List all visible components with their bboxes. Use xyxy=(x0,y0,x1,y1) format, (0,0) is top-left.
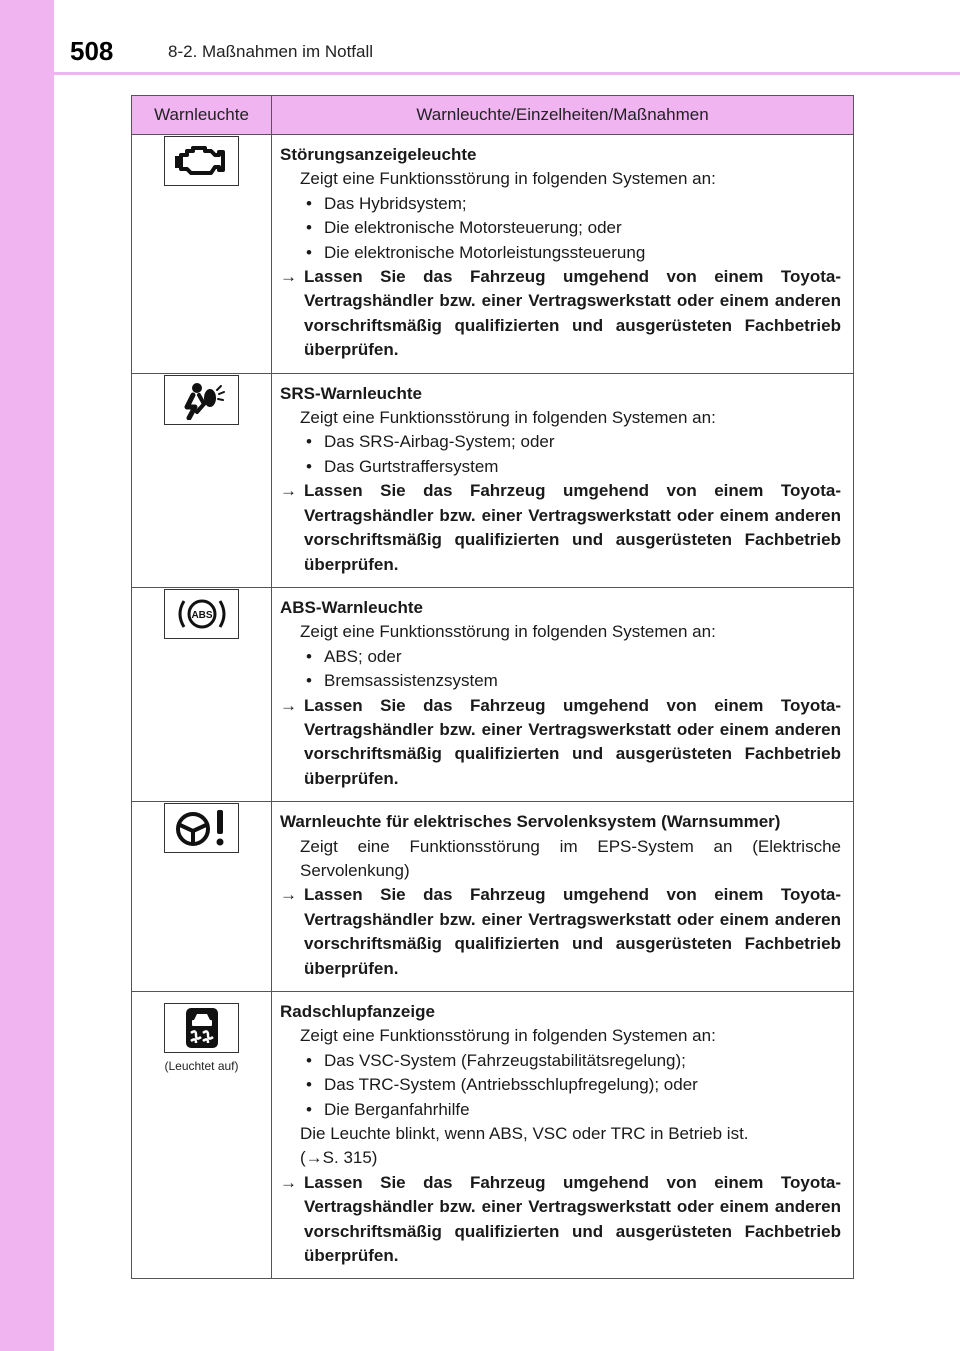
list-item: • Das Gurtstraffersystem xyxy=(280,455,841,479)
icon-cell xyxy=(132,802,272,992)
light-intro: Zeigt eine Funktionsstörung in folgenden Systemen an: xyxy=(300,169,716,189)
header-divider xyxy=(54,72,960,75)
list-item: • Das TRC-System (Antriebsschlupfregelung); oder xyxy=(280,1073,841,1097)
page-reference-link[interactable]: (→S. 315) xyxy=(300,1148,378,1168)
list-item: • Bremsassistenzsystem xyxy=(280,669,841,693)
description-cell xyxy=(272,802,854,992)
warning-icon-frame xyxy=(164,589,239,639)
column-header-warning-light: Warnleuchte xyxy=(132,96,272,135)
warning-icon-frame xyxy=(164,1003,239,1053)
light-title: Störungsanzeigeleuchte xyxy=(280,145,477,164)
light-intro: Zeigt eine Funktionsstörung in folgenden Systemen an: xyxy=(300,408,716,428)
table-header-row xyxy=(132,96,854,135)
list-item: • Das SRS-Airbag-System; oder xyxy=(280,430,841,454)
description-cell xyxy=(272,992,854,1279)
list-item: • Das Hybridsystem; xyxy=(280,192,841,216)
action-text: → Lassen Sie das Fahrzeug umgehend von einem Toyota-Vertragshändler bzw. einer Vertragswerkstatt oder einem anderen vorschriftsmäßig qualifizierten und ausgerüsteten Fachbetrieb überprüfen. xyxy=(280,267,841,360)
warning-icon-frame xyxy=(164,136,239,186)
table-row xyxy=(132,992,854,1279)
warning-icon-frame xyxy=(164,803,239,853)
light-title: ABS-Warnleuchte xyxy=(280,597,423,617)
icon-cell xyxy=(132,587,272,801)
arrow-icon: → xyxy=(280,885,297,905)
description-cell xyxy=(272,135,854,374)
table-row xyxy=(132,135,854,374)
list-item: • Die elektronische Motorleistungssteuerung xyxy=(280,241,841,265)
light-title: SRS-Warnleuchte xyxy=(280,383,423,403)
page-number: 508 xyxy=(70,36,114,66)
description-cell xyxy=(272,587,854,801)
icon-cell xyxy=(132,992,272,1279)
table-row xyxy=(132,587,854,801)
light-note: Die Leuchte blinkt, wenn ABS, VSC oder TRC in Betrieb ist. xyxy=(300,1124,749,1144)
arrow-icon: → xyxy=(280,1172,297,1192)
arrow-icon: → xyxy=(280,267,297,287)
side-color-strip xyxy=(0,0,54,1351)
arrow-icon: → xyxy=(280,695,297,715)
steering-warning-icon xyxy=(171,807,233,849)
action-text: → Lassen Sie das Fahrzeug umgehend von einem Toyota-Vertragshändler bzw. einer Vertragswerkstatt oder einem anderen vorschriftsmäßig qualifizierten und ausgerüsteten Fachbetrieb überprüfen. xyxy=(280,885,841,978)
list-item: • ABS; oder xyxy=(280,645,841,669)
slip-indicator-icon xyxy=(182,1006,222,1050)
page-header xyxy=(0,0,960,74)
column-header-details: Warnleuchte/Einzelheiten/Maßnahmen xyxy=(272,96,854,135)
warning-icon-frame xyxy=(164,375,239,425)
table-row xyxy=(132,802,854,992)
icon-cell xyxy=(132,135,272,374)
section-title: 8-2. Maßnahmen im Notfall xyxy=(168,42,374,61)
light-intro: Zeigt eine Funktionsstörung in folgenden Systemen an: xyxy=(300,622,716,642)
icon-caption: (Leuchtet auf) xyxy=(164,1059,239,1073)
action-text: → Lassen Sie das Fahrzeug umgehend von einem Toyota-Vertragshändler bzw. einer Vertragswerkstatt oder einem anderen vorschriftsmäßig qualifizierten und ausgerüsteten Fachbetrieb überprüfen. xyxy=(280,695,841,788)
light-title: Radschlupfanzeige xyxy=(280,1002,435,1021)
abs-icon xyxy=(172,593,232,635)
list-item: • Das VSC-System (Fahrzeugstabilitätsregelung); xyxy=(280,1049,841,1073)
arrow-icon: → xyxy=(280,481,297,501)
light-intro: Zeigt eine Funktionsstörung im EPS-System an (Elektrische Servolenkung) xyxy=(300,836,841,880)
list-item: • Die Berganfahrhilfe xyxy=(280,1098,841,1122)
light-intro: Zeigt eine Funktionsstörung in folgenden Systemen an: xyxy=(300,1026,716,1046)
action-text: → Lassen Sie das Fahrzeug umgehend von einem Toyota-Vertragshändler bzw. einer Vertragswerkstatt oder einem anderen vorschriftsmäßig qualifizierten und ausgerüsteten Fachbetrieb überprüfen. xyxy=(280,481,841,574)
table-row xyxy=(132,373,854,587)
check-engine-icon xyxy=(173,143,231,179)
airbag-icon xyxy=(173,380,231,420)
warning-light-table xyxy=(131,95,854,1279)
action-text: → Lassen Sie das Fahrzeug umgehend von einem Toyota-Vertragshändler bzw. einer Vertragswerkstatt oder einem anderen vorschriftsmäßig qualifizierten und ausgerüsteten Fachbetrieb überprüfen. xyxy=(280,1172,841,1266)
icon-cell xyxy=(132,373,272,587)
list-item: • Die elektronische Motorsteuerung; oder xyxy=(280,216,841,240)
abs-icon-label: ABS xyxy=(190,609,213,621)
light-title: Warnleuchte für elektrisches Servolenksystem (Warnsummer) xyxy=(280,812,781,832)
description-cell xyxy=(272,373,854,587)
